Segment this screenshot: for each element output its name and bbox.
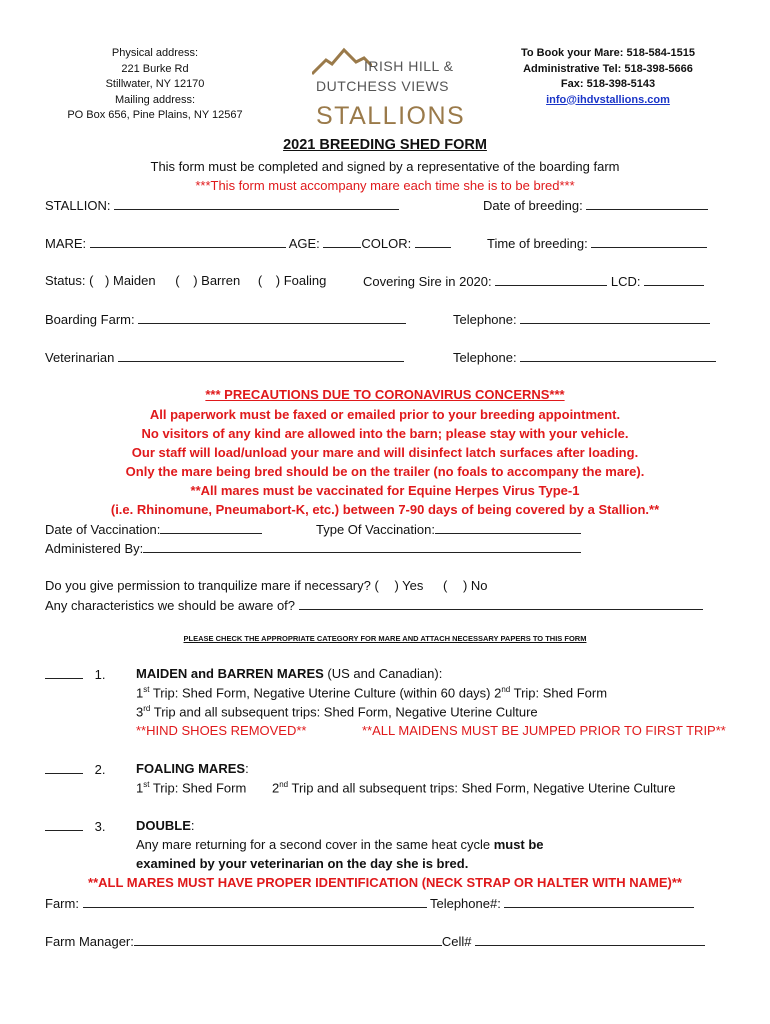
time-breeding-input-line[interactable] [591,235,707,248]
telephone-field-2[interactable] [453,349,716,365]
vaccination-date-field[interactable] [45,521,262,537]
category-2-line-1 [136,780,246,795]
category-3-number: 3. [94,819,106,834]
category-2-checkline[interactable] [45,761,105,777]
category-3-check-input[interactable] [45,818,83,831]
date-breeding-label: Date of breeding: [483,198,583,213]
category-2-title-line [136,761,249,776]
telephone-input-line[interactable] [520,311,710,324]
category-2-text: Trip and all subsequent trips: Shed Form, Negative Uterine Culture [288,780,676,796]
check-category-note: PLEASE CHECK THE APPROPRIATE CATEGORY FOR MARE AND ATTACH NECESSARY PAPERS TO THIS FORM [183,634,587,643]
admin-phone: Administrative Tel: 518-398-5666 [523,62,693,75]
age-input-line[interactable] [323,235,361,248]
mare-input-line[interactable] [90,235,286,248]
ordinal-suffix: st [143,780,150,789]
precaution-line: All paperwork must be faxed or emailed prior to your breeding appointment. [149,407,621,422]
category-1-title: MAIDEN and BARREN MARES [136,666,324,681]
veterinarian-input-line[interactable] [118,349,404,362]
form-subtitle: This form must be completed and signed by a representative of the boarding farm [150,159,620,174]
farm-manager-label: Farm Manager: [45,934,134,949]
characteristics-input-line[interactable] [299,597,703,610]
characteristics-label: Any characteristics we should be aware of? [45,598,296,613]
ordinal-suffix: nd [501,685,511,694]
color-input-line[interactable] [415,235,451,248]
farm-input-line[interactable] [83,895,427,908]
address-line: Stillwater, NY 12170 [105,78,205,90]
logo-line-1: IRISH HILL & [364,58,454,74]
characteristics-field[interactable] [45,597,703,613]
ordinal-suffix: rd [143,704,151,713]
address-line: 221 Burke Rd [121,62,189,75]
vaccination-type-field[interactable] [316,521,581,537]
yes-option[interactable]: ) Yes [394,578,424,593]
address-line: Physical address: [111,47,199,59]
category-1-text: Trip: Shed Form, Negative Uterine Culture (within 60 days) 2 [149,685,502,701]
category-1-checkline[interactable] [45,666,105,682]
ordinal-number: 2 [272,780,280,796]
category-1-line-1 [136,685,607,700]
veterinarian-label: Veterinarian [45,350,115,365]
category-2-text: Trip: Shed Form [149,780,247,796]
cell-input-line[interactable] [475,933,705,946]
email-link[interactable]: info@ihdvstallions.com [546,93,670,106]
address-line: PO Box 656, Pine Plains, NY 12567 [67,109,243,121]
administered-by-field[interactable] [45,540,581,556]
precaution-line: Our staff will load/unload your mare and will disinfect latch surfaces after loading. [131,445,639,460]
lcd-label: LCD: [610,274,641,289]
form-title: 2021 BREEDING SHED FORM [283,137,487,153]
stallions-logo [312,46,466,132]
booking-phone: To Book your Mare: 518-584-1515 [520,47,696,59]
status-label: Status: ( [45,273,94,288]
administered-by-input-line[interactable] [143,540,581,553]
address-line: Mailing address: [114,93,196,106]
precaution-line: **All mares must be vaccinated for Equine Herpes Virus Type-1 [190,483,580,498]
cell-label: Cell# [441,934,472,949]
no-option[interactable]: ) No [462,578,488,593]
logo-line-3: STALLIONS [316,102,466,130]
category-3-line-2: examined by your veterinarian on the day she is bred. [136,856,469,871]
tranquilize-question: Do you give permission to tranquilize mare if necessary? ( [45,578,379,593]
farm-manager-input-line[interactable] [134,933,442,946]
mare-label: MARE: [45,236,87,251]
age-label: AGE: [288,236,320,251]
mountain-logo-icon [312,46,372,76]
time-breeding-label: Time of breeding: [487,236,588,251]
category-3-title: DOUBLE [136,818,191,833]
lcd-input-line[interactable] [644,273,704,286]
tranquilize-row [45,578,488,593]
boarding-farm-field[interactable] [45,311,406,327]
category-3-checkline[interactable] [45,818,105,834]
vaccination-type-label: Type Of Vaccination: [316,522,435,537]
category-1-number: 1. [94,667,106,682]
stallion-input-line[interactable] [114,197,399,210]
vaccination-date-input-line[interactable] [160,521,262,534]
fax-number: Fax: 518-398-5143 [560,78,656,90]
category-3-bold-text: must be [493,837,544,852]
telephone-input-line[interactable] [504,895,694,908]
category-3-colon: : [190,818,195,833]
vaccination-date-label: Date of Vaccination: [45,522,161,537]
paren: ( [257,273,263,288]
farm-manager-field[interactable] [45,933,705,949]
boarding-farm-label: Boarding Farm: [45,312,135,327]
veterinarian-field[interactable] [45,349,404,365]
hind-shoes-note: **HIND SHOES REMOVED** [136,723,307,738]
physical-address-block [60,46,250,124]
ordinal-number: 1 [136,780,144,796]
barren-option[interactable]: ) Barren [193,273,241,288]
mare-field[interactable] [45,235,451,251]
time-breeding-field[interactable] [487,235,707,251]
telephone-label: Telephone: [453,350,517,365]
paren: ( [442,578,448,593]
precaution-line: Only the mare being bred should be on the trailer (no foals to accompany the mare). [125,464,645,479]
telephone-input-line[interactable] [520,349,716,362]
stallion-field[interactable] [45,197,399,213]
ordinal-suffix: st [143,685,150,694]
stallion-label: STALLION: [45,198,111,213]
telephone-field-1[interactable] [453,311,710,327]
identification-note: **ALL MARES MUST HAVE PROPER IDENTIFICATION (NECK STRAP OR HALTER WITH NAME)** [88,875,682,890]
ordinal-number: 1 [136,685,144,701]
red-note: ***This form must accompany mare each time she is to be bred*** [195,178,575,193]
telephone-label: Telephone#: [429,896,501,911]
category-1-line-2 [136,704,538,719]
administered-by-label: Administered By: [45,541,144,556]
maiden-option[interactable]: ) Maiden [105,273,156,288]
category-2-colon: : [245,761,249,776]
booking-contact-block [508,46,708,108]
category-1-text: Trip: Shed Form [510,685,608,701]
telephone-label: Telephone: [453,312,517,327]
color-label: COLOR: [361,236,412,251]
category-2-check-input[interactable] [45,761,83,774]
farm-field[interactable] [45,895,694,911]
category-3-title-line [136,818,195,833]
boarding-farm-input-line[interactable] [138,311,406,324]
category-1-text: Trip and all subsequent trips: Shed Form, Negative Uterine Culture [150,704,538,720]
precaution-line: (i.e. Rhinomune, Pneumabort-K, etc.) between 7-90 days of being covered by a Stallion.** [110,502,660,517]
category-1-title-line [136,666,442,681]
status-row [45,273,326,288]
date-breeding-field[interactable] [483,197,708,213]
category-2-title: FOALING MARES [136,761,246,776]
farm-label: Farm: [45,896,79,911]
maidens-jumped-note: **ALL MAIDENS MUST BE JUMPED PRIOR TO FIRST TRIP** [362,723,726,738]
category-2-number: 2. [94,762,106,777]
ordinal-suffix: nd [279,780,289,789]
precaution-line: No visitors of any kind are allowed into the barn; please stay with your vehicle. [141,426,629,441]
category-1-check-input[interactable] [45,666,83,679]
precautions-heading: *** PRECAUTIONS DUE TO CORONAVIRUS CONCERNS*** [205,387,565,402]
category-3-text: Any mare returning for a second cover in the same heat cycle [136,837,494,852]
ordinal-number: 3 [136,704,144,720]
paren: ( [175,273,180,288]
category-1-title-rest: (US and Canadian): [323,666,443,681]
logo-line-2: DUTCHESS VIEWS [316,78,450,94]
vaccination-type-input-line[interactable] [435,521,581,534]
covering-sire-field[interactable] [363,273,704,289]
covering-sire-input-line[interactable] [495,273,607,286]
category-2-line-2 [272,780,675,795]
date-breeding-input-line[interactable] [586,197,708,210]
foaling-option[interactable]: ) Foaling [275,273,327,288]
covering-sire-label: Covering Sire in 2020: [363,274,492,289]
category-3-line-1 [136,837,544,852]
